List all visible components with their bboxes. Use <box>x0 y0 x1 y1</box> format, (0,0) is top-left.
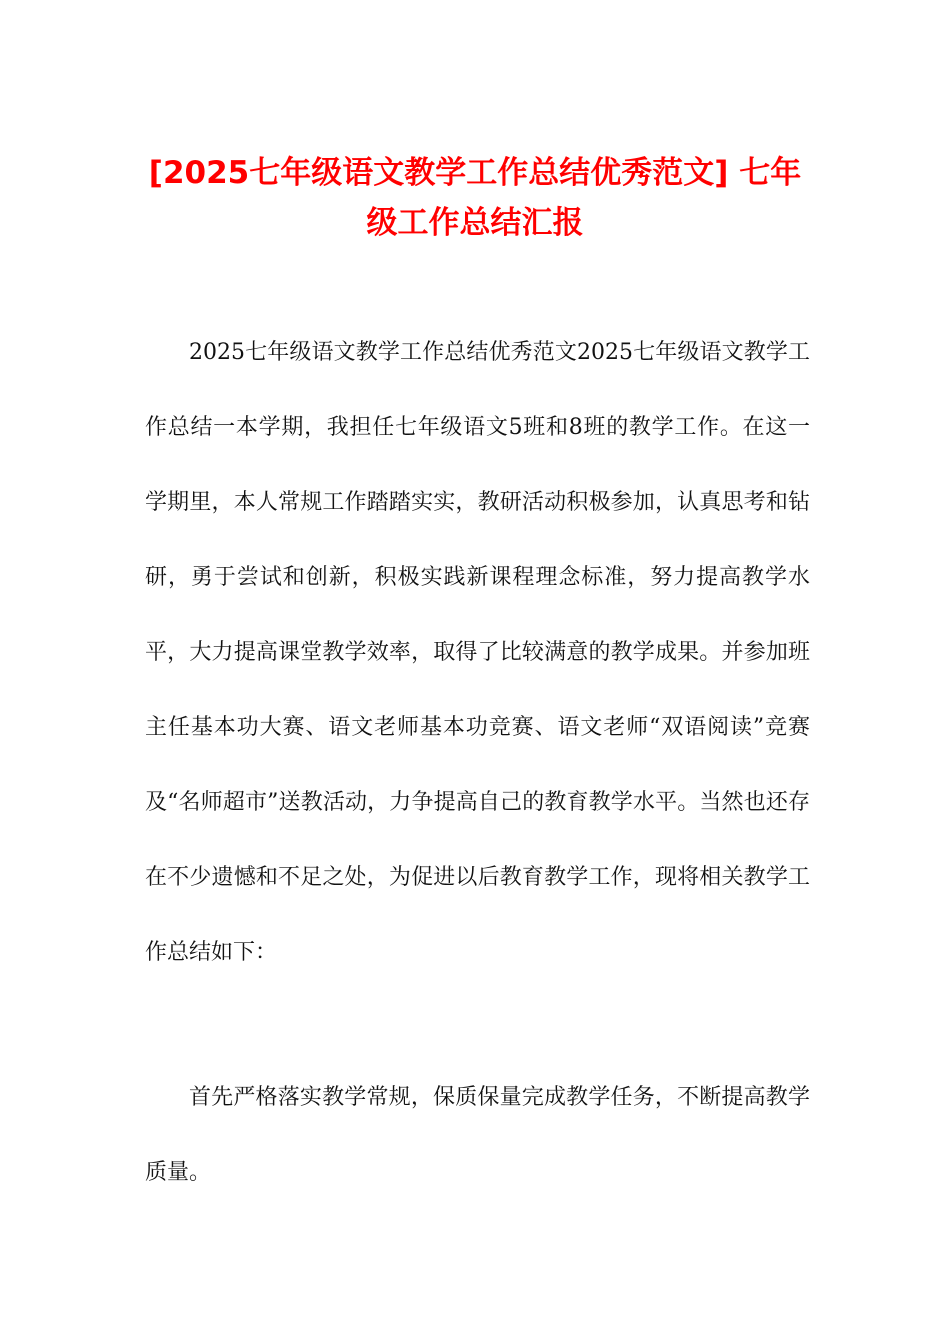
body-paragraph-first-point: 首先严格落实教学常规，保质保量完成教学任务，不断提高教学质量。 <box>145 1085 810 1185</box>
body-paragraph-intro: 2025七年级语文教学工作总结优秀范文2025七年级语文教学工作总结一本学期，我担任七年级语文5班和8班的教学工作。在这一学期里，本人常规工作踏踏实实，教研活动积极参加，认真思考和钻研，勇于尝试和创新，积极实践新课程理念标准，努力提高教学水平，大力提高课堂教学效率，取得了比较满意的教学成果。并参加班主任基本功大赛、语文老师基本功竞赛、语文老师“双语阅读”竞赛及“名师超市”送教活动，力争提高自己的教育教学水平。当然也还存在不少遗憾和不足之处，为促进以后教育教学工作，现将相关教学工作总结如下： <box>145 340 810 965</box>
document-title: [2025七年级语文教学工作总结优秀范文] 七年级工作总结汇报 <box>148 155 802 241</box>
